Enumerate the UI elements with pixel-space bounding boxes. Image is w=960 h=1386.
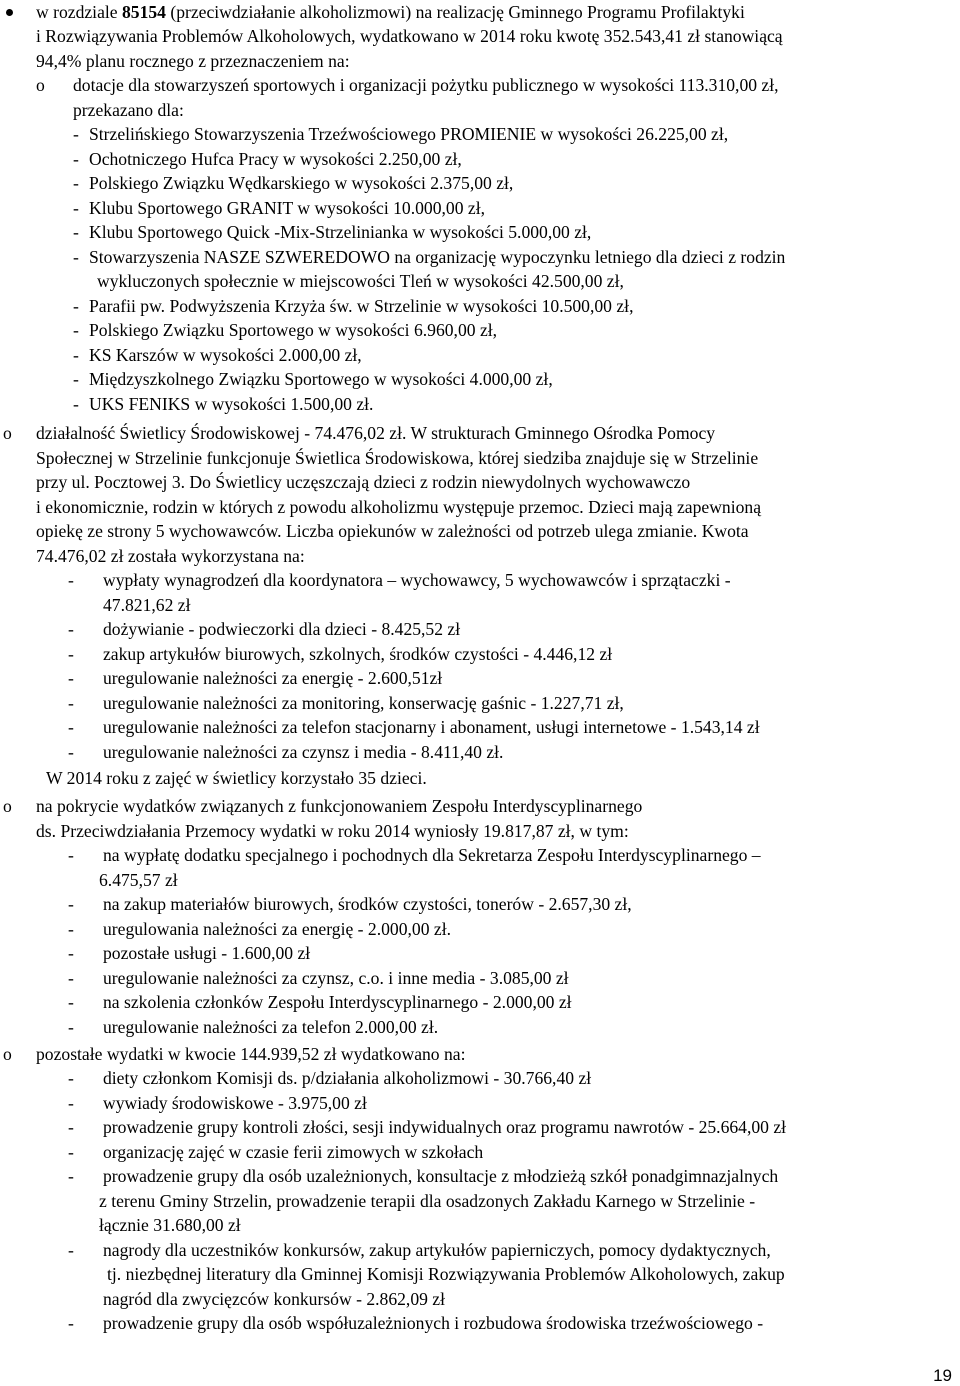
pozostale-item-continuation: nagród dla zwycięzców konkursów - 2.862,09 zł xyxy=(103,1289,446,1309)
swietlica-item: zakup artykułów biurowych, szkolnych, środków czystości - 4.446,12 zł xyxy=(103,644,613,664)
dotacje-item: Klubu Sportowego Quick -Mix-Strzelinianka w wysokości 5.000,00 zł, xyxy=(89,222,592,242)
swietlica-item: uregulowanie należności za telefon stacjonarny i abonament, usługi internetowe - 1.543,14 zł xyxy=(103,717,760,737)
dotacje-item: Ochotniczego Hufca Pracy w wysokości 2.250,00 zł, xyxy=(89,149,462,169)
swietlica-line: działalność Świetlicy Środowiskowej - 74.476,02 zł. W strukturach Gminnego Ośrodka Pomocy xyxy=(36,423,716,443)
page-number: 19 xyxy=(933,1366,952,1385)
pozostale-item: diety członkom Komisji ds. p/działania alkoholizmowi - 30.766,40 zł xyxy=(103,1068,592,1088)
swietlica-item-continuation: 47.821,62 zł xyxy=(103,595,191,615)
swietlica-note: W 2014 roku z zajęć w świetlicy korzystało 35 dzieci. xyxy=(46,768,427,788)
swietlica-line: 74.476,02 zł została wykorzystana na: xyxy=(36,546,305,566)
swietlica-item: wypłaty wynagrodzeń dla koordynatora – wychowawcy, 5 wychowawców i sprzątaczki - xyxy=(103,570,731,590)
dotacje-item: Międzyszkolnego Związku Sportowego w wysokości 4.000,00 zł, xyxy=(89,369,553,389)
dotacje-item: KS Karszów w wysokości 2.000,00 zł, xyxy=(89,345,362,365)
dotacje-item: Parafii pw. Podwyższenia Krzyża św. w Strzelinie w wysokości 10.500,00 zł, xyxy=(89,296,634,316)
dotacje-item: Strzelińskiego Stowarzyszenia Trzeźwościowego PROMIENIE w wysokości 26.225,00 zł, xyxy=(89,124,729,144)
zespol-item: uregulowanie należności za telefon 2.000,00 zł. xyxy=(103,1017,439,1037)
swietlica-line: Społecznej w Strzelinie funkcjonuje Świetlica Środowiskowa, której siedziba znajduje się w Strzelinie xyxy=(36,448,759,468)
sub-bullet-icon: o xyxy=(3,1044,12,1064)
dotacje-line-1: dotacje dla stowarzyszeń sportowych i organizacji pożytku publicznego w wysokości 113.310,00 zł, xyxy=(73,75,779,95)
pozostale-item: wywiady środowiskowe - 3.975,00 zł xyxy=(103,1093,367,1113)
sub-bullet-icon: o xyxy=(3,796,12,816)
dotacje-item: Polskiego Związku Sportowego w wysokości 6.960,00 zł, xyxy=(89,320,498,340)
dotacje-item: Polskiego Związku Wędkarskiego w wysokości 2.375,00 zł, xyxy=(89,173,514,193)
dotacje-item: Stowarzyszenia NASZE SZWEREDOWO na organizację wypoczynku letniego dla dzieci z rodzin xyxy=(89,247,786,267)
swietlica-item: uregulowanie należności za czynsz i media - 8.411,40 zł. xyxy=(103,742,504,762)
pozostale-item: prowadzenie grupy dla osób współuzależnionych i rozbudowa środowiska trzeźwościowego - xyxy=(103,1313,764,1333)
dotacje-item-continuation: wykluczonych społecznie w miejscowości Tleń w wysokości 42.500,00 zł, xyxy=(97,271,624,291)
zespol-item: uregulowanie należności za czynsz, c.o. i inne media - 3.085,00 zł xyxy=(103,968,569,988)
sub-bullet-icon: o xyxy=(36,75,45,95)
intro-line-2: i Rozwiązywania Problemów Alkoholowych, wydatkowano w 2014 roku kwotę 352.543,41 zł stanowiącą xyxy=(36,26,783,46)
pozostale-item-continuation: tj. niezbędnej literatury dla Gminnej Komisji Rozwiązywania Problemów Alkoholowych, zakup xyxy=(107,1264,785,1284)
pozostale-line-1: pozostałe wydatki w kwocie 144.939,52 zł wydatkowano na: xyxy=(36,1044,466,1064)
swietlica-line: i ekonomicznie, rodzin w których z powodu alkoholizmu występuje przemoc. Dzieci mają zapewnioną xyxy=(36,497,762,517)
dotacje-item: Klubu Sportowego GRANIT w wysokości 10.000,00 zł, xyxy=(89,198,486,218)
sub-bullet-icon: o xyxy=(3,423,12,443)
swietlica-item: uregulowanie należności za monitoring, konserwację gaśnic - 1.227,71 zł, xyxy=(103,693,624,713)
zespol-item: na zakup materiałów biurowych, środków czystości, tonerów - 2.657,30 zł, xyxy=(103,894,632,914)
pozostale-item-continuation: z terenu Gminy Strzelin, prowadzenie terapii dla osadzonych Zakładu Karnego w Strzelinie - xyxy=(99,1191,756,1211)
swietlica-line: opiekę ze strony 5 wychowawców. Liczba opiekunów w zależności od potrzeb ulega zmianie. Kwota xyxy=(36,521,749,541)
swietlica-item: uregulowanie należności za energię - 2.600,51zł xyxy=(103,668,443,688)
pozostale-item: nagrody dla uczestników konkursów, zakup artykułów papierniczych, pomocy dydaktycznych, xyxy=(103,1240,771,1260)
intro-line-1: w rozdziale 85154 (przeciwdziałanie alkoholizmowi) na realizację Gminnego Programu Profilaktyki xyxy=(36,2,745,22)
zespol-line: na pokrycie wydatków związanych z funkcjonowaniem Zespołu Interdyscyplinarnego xyxy=(36,796,643,816)
pozostale-item: organizację zajęć w czasie ferii zimowych w szkołach xyxy=(103,1142,484,1162)
pozostale-item: prowadzenie grupy dla osób uzależnionych, konsultacje z młodzieżą szkół ponadgimnazjalnych xyxy=(103,1166,779,1186)
zespol-item-continuation: 6.475,57 zł xyxy=(99,870,178,890)
zespol-item: uregulowania należności za energię - 2.000,00 zł. xyxy=(103,919,451,939)
chapter-number: 85154 xyxy=(121,2,166,22)
document-page: w rozdziale 85154 (przeciwdziałanie alkoholizmowi) na realizację Gminnego Programu Profilaktyki i Rozwiązywania Problemów Alkoholowych, wydatkowano w 2014 roku kwotę 352.543,41 zł stanowiącą 94,4% planu rocznego z przeznaczeniem na: o dotacje dla stowarzyszeń sportowych i organizacji pożytku publicznego w wysokości 113.310,00 zł, przekazano dla: - Strzelińskiego Stowarzyszenia Trzeźwościowego PROMIENIE w wysokości 26.225,00 zł, - Ochotniczego Hufca Pracy w wysokości 2.250,00 zł, - Polskiego Związku Wędkarskiego w wysokości 2.375,00 zł, - Klubu Sportowego GRANIT w wysokości 10.000,00 zł, - Klubu Sportowego Quick -Mix-Strzelinianka w wysokości 5.000,00 zł, - Stowarzyszenia NASZE SZWEREDOWO na organizację wypoczynku letniego dla dzieci z rodzin wykluczonych społecznie w miejscowości Tleń w wysokości 42.500,00 zł, - Parafii pw. Podwyższenia Krzyża św. w Strzelinie w wysokości 10.500,00 zł, - Polskiego Związku Sportowego w wysokości 6.960,00 zł, - KS Karszów w wysokości 2.000,00 zł, - Międzyszkolnego Związku Sportowego w wysokości 4.000,00 zł, - UKS FENIKS w wysokości 1.500,00 zł. o działalność Świetlicy Środowiskowej - 74.476,02 zł. W strukturach Gminnego Ośrodka Pomocy Społecznej w Strzelinie funkcjonuje Świetlica Środowiskowa, której siedziba znajduje się w Strzelinie przy ul. Pocztowej 3. Do Świetlicy uczęszczają dzieci z rodzin niewydolnych wychowawczo i ekonomicznie, rodzin w których z powodu alkoholizmu występuje przemoc. Dzieci mają zapewnioną opiekę ze strony 5 wychowawców. Liczba opiekunów w zależności od potrzeb ulega zmianie. Kwota 74.476,02 zł została wykorzystana na: - wypłaty wynagrodzeń dla koordynatora – wychowawcy, 5 wychowawców i sprzątaczki - 47.821,62 zł - dożywianie - podwieczorki dla dzieci - 8.425,52 zł - zakup artykułów biurowych, szkolnych, środków czystości - 4.446,12 zł - uregulowanie należności za energię - 2.600,51zł - uregulowanie należności za monitoring, konserwację gaśnic - 1.227,71 zł, - uregulowanie należności za telefon stacjonarny i abonament, usługi internetowe - 1.543,14 zł - uregulowanie należności za czynsz i media - 8.411,40 zł. W 2014 roku z zajęć w świetlicy korzystało 35 dzieci. o na pokrycie wydatków związanych z funkcjonowaniem Zespołu Interdyscyplinarnego ds. Przeciwdziałania Przemocy wydatki w roku 2014 wyniosły 19.817,87 zł, w tym: - na wypłatę dodatku specjalnego i pochodnych dla Sekretarza Zespołu Interdyscyplinarnego – 6.475,57 zł - na zakup materiałów biurowych, środków czystości, tonerów - 2.657,30 zł, - uregulowania należności za energię - 2.000,00 zł. - pozostałe usługi - 1.600,00 zł - uregulowanie należności za czynsz, c.o. i inne media - 3.085,00 zł - na szkolenia członków Zespołu Interdyscyplinarnego - 2.000,00 zł - uregulowanie należności za telefon 2.000,00 zł. o pozostałe wydatki w kwocie 144.939,52 zł wydatkowano na: - diety członkom Komisji ds. p/działania alkoholizmowi - 30.766,40 zł - wywiady środowiskowe - 3.975,00 zł - prowadzenie grupy kontroli złości, sesji indywidualnych oraz programu nawrotów - 25.664,00 zł - organizację zajęć w czasie ferii zimowych w szkołach - prowadzenie grupy dla osób uzależnionych, konsultacje z młodzieżą szkół ponadgimnazjalnych z terenu Gminy Strzelin, prowadzenie terapii dla osadzonych Zakładu Karnego w Strzelinie - łącznie 31.680,00 zł - nagrody dla uczestników konkursów, zakup artykułów papierniczych, pomocy dydaktycznych, tj. niezbędnej literatury dla Gminnej Komisji Rozwiązywania Problemów Alkoholowych, zakup nagród dla zwycięzców konkursów - 2.862,09 zł - prowadzenie grupy dla osób współuzależnionych i rozbudowa środowiska trzeźwościowego - 19 xyxy=(0,0,960,1385)
swietlica-line: przy ul. Pocztowej 3. Do Świetlicy uczęszczają dzieci z rodzin niewydolnych wychowawczo xyxy=(36,472,691,492)
zespol-item: pozostałe usługi - 1.600,00 zł xyxy=(103,943,311,963)
zespol-item: na wypłatę dodatku specjalnego i pochodnych dla Sekretarza Zespołu Interdyscyplinarnego – xyxy=(103,845,761,865)
zespol-item: na szkolenia członków Zespołu Interdyscyplinarnego - 2.000,00 zł xyxy=(103,992,572,1012)
pozostale-item: prowadzenie grupy kontroli złości, sesji indywidualnych oraz programu nawrotów - 25.664,00 zł xyxy=(103,1117,787,1137)
bullet-dot-icon xyxy=(6,9,13,16)
swietlica-item: dożywianie - podwieczorki dla dzieci - 8.425,52 zł xyxy=(103,619,461,639)
zespol-line: ds. Przeciwdziałania Przemocy wydatki w roku 2014 wyniosły 19.817,87 zł, w tym: xyxy=(36,821,629,841)
pozostale-item-continuation: łącznie 31.680,00 zł xyxy=(99,1215,241,1235)
dotacje-item: UKS FENIKS w wysokości 1.500,00 zł. xyxy=(89,394,374,414)
intro-line-3: 94,4% planu rocznego z przeznaczeniem na: xyxy=(36,51,350,71)
dotacje-line-2: przekazano dla: xyxy=(73,100,184,120)
